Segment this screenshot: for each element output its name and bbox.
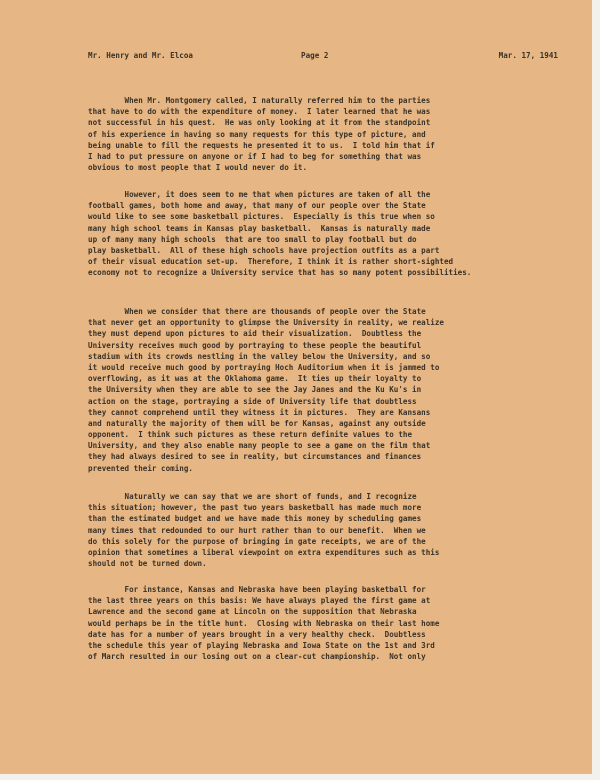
text-line: not successful in his quest. He was only looking at it from the standpoint xyxy=(88,118,431,128)
text-line: the last three years on this basis: We have always played the first game at xyxy=(88,596,431,606)
text-line: this situation; however, the past two years basketball has made much more xyxy=(88,503,422,513)
text-line: many high school teams in Kansas play basketball. Kansas is naturally made xyxy=(88,223,431,233)
page-number: Page 2 xyxy=(301,51,329,60)
text-line: would like to see some basketball pictures. Especially is this true when so xyxy=(88,212,435,222)
letter-header xyxy=(88,50,558,62)
text-line: they had always desired to see in reality, but circumstances and finances xyxy=(88,452,422,462)
text-line: prevented their coming. xyxy=(88,463,193,473)
text-line: University receives much good by portraying to these people the beautiful xyxy=(88,340,422,350)
paragraph-5 xyxy=(88,584,573,662)
text-line: opinion that sometimes a liberal viewpoint on extra expenditures such as this xyxy=(88,547,440,557)
text-line: being unable to fill the requests he presented it to us. I told him that if xyxy=(88,140,435,150)
paragraph-4 xyxy=(88,491,573,569)
text-line: stadium with its crowds nestling in the valley below the University, and so xyxy=(88,351,431,361)
text-line: overflowing, as it was at the Oklahoma game. It ties up their loyalty to xyxy=(88,374,422,384)
text-line: date has for a number of years brought in a very healthy check. Doubtless xyxy=(88,629,426,639)
text-line: do this solely for the purpose of bringing in gate receipts, we are of the xyxy=(88,536,426,546)
text-line: should not be turned down. xyxy=(88,559,207,569)
text-line: it would receive much good by portraying Hoch Auditorium when it is jammed to xyxy=(88,362,440,372)
text-line: of his experience in having so many requests for this type of picture, and xyxy=(88,129,426,139)
text-line: obvious to most people that I would never do it. xyxy=(88,163,308,173)
text-line: than the estimated budget and we have made this money by scheduling games xyxy=(88,514,422,524)
text-line: up of many many high schools that are too small to play football but do xyxy=(88,234,417,244)
text-line: that have to do with the expenditure of money. I later learned that he was xyxy=(88,107,431,117)
text-line: they must depend upon pictures to aid their visualization. Doubtless the xyxy=(88,329,422,339)
text-line: When Mr. Montgomery called, I naturally referred him to the parties xyxy=(88,96,431,105)
text-line: action on the stage, portraying a side of University life that doubtless xyxy=(88,396,417,406)
text-line: However, it does seem to me that when pictures are taken of all the xyxy=(88,190,431,199)
letter-date: Mar. 17, 1941 xyxy=(498,51,558,60)
text-line: would perhaps be in the title hunt. Closing with Nebraska on their last home xyxy=(88,618,440,628)
text-line: of their visual education set-up. Therefore, I think it is rather short-sighted xyxy=(88,257,454,267)
text-line: they cannot comprehend until they witness it in pictures. They are Kansans xyxy=(88,407,431,417)
text-line: football games, both home and away, that many of our people over the State xyxy=(88,201,426,211)
addressees: Mr. Henry and Mr. Elcoa xyxy=(88,51,193,60)
text-line: Lawrence and the second game at Lincoln on the supposition that Nebraska xyxy=(88,607,417,617)
text-line: play basketball. All of these high schools have projection outfits as a part xyxy=(88,245,440,255)
paragraph-1 xyxy=(88,95,573,173)
text-line: I had to put pressure on anyone or if I had to beg for something that was xyxy=(88,151,422,161)
paragraph-3 xyxy=(88,306,573,474)
paragraph-2 xyxy=(88,189,573,279)
text-line: that never get an opportunity to glimpse the University in reality, we realize xyxy=(88,318,444,328)
text-line: opponent. I think such pictures as these return definite values to the xyxy=(88,430,413,440)
text-line: many times that redounded to our hurt rather than to our benefit. When we xyxy=(88,525,426,535)
text-line: For instance, Kansas and Nebraska have been playing basketball for xyxy=(88,585,426,594)
text-line: of March resulted in our losing out on a clear-cut championship. Not only xyxy=(88,652,426,662)
text-line: the University when they are able to see the Jay Janes and the Ku Ku's in xyxy=(88,385,422,395)
text-line: Naturally we can say that we are short of funds, and I recognize xyxy=(88,492,417,501)
text-line: the schedule this year of playing Nebraska and Iowa State on the 1st and 3rd xyxy=(88,640,435,650)
text-line: When we consider that there are thousands of people over the State xyxy=(88,307,426,316)
text-line: University, and they also enable many people to see a game on the film that xyxy=(88,441,431,451)
text-line: and naturally the majority of them will be for Kansas, against any outside xyxy=(88,418,426,428)
text-line: economy not to recognize a University service that has so many potent possibilities. xyxy=(88,268,472,278)
